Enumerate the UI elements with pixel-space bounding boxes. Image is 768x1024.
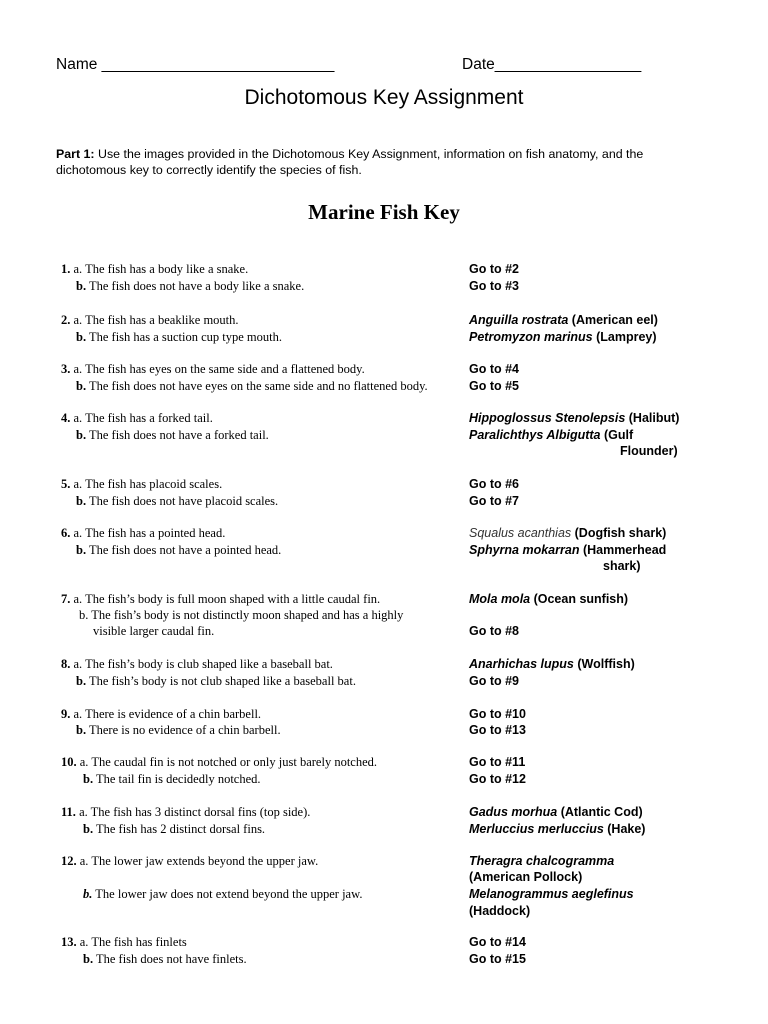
- answer-a: [469, 805, 643, 819]
- option-a-text: There is evidence of a chin barbell.: [85, 707, 262, 721]
- species-name: Hippoglossus Stenolepsis: [469, 411, 626, 425]
- key-question-5: 5. a. The fish has placoid scales. b. The fish does not have placoid scales. Go to #6 Go to #7: [61, 477, 520, 508]
- answer-a: Go to #2: [469, 262, 520, 276]
- header: [56, 56, 716, 80]
- answer-b: Go to #15: [469, 952, 526, 966]
- species-name: Mola mola: [469, 592, 531, 606]
- key-question-12: 12. a. The lower jaw extends beyond the upper jaw. b. The lower jaw does not extend beyond the upper jaw. Theragra chalcogramma (American Pollock) Melanogrammus aeglefinus (Haddock): [61, 854, 634, 918]
- common-name: (Gulf: [600, 428, 634, 442]
- answer-b: Go to #13: [469, 723, 526, 737]
- question-number: 3.: [61, 362, 71, 376]
- option-a-text: The fish’s body is full moon shaped with a little caudal fin.: [85, 592, 381, 606]
- answer-b: [469, 330, 657, 344]
- option-a-text: The caudal fin is not notched or only just barely notched.: [91, 755, 378, 769]
- option-b-text-continued: visible larger caudal fin.: [93, 624, 215, 638]
- option-a-text: The fish has a beaklike mouth.: [85, 313, 239, 327]
- option-a-text: The fish has finlets: [91, 935, 187, 949]
- option-a-text: The fish has 3 distinct dorsal fins (top side).: [90, 805, 311, 819]
- question-number: 13.: [61, 935, 77, 949]
- option-a-text: The fish has eyes on the same side and a flattened body.: [85, 362, 365, 376]
- common-name: (Wolffish): [573, 657, 635, 671]
- common-name: (Hake): [603, 822, 646, 836]
- key-question-4: 4. a. The fish has a forked tail. b. The fish does not have a forked tail. Hippoglossus Stenolepsis (Halibut) Paralichthys Albigutta (Gulf Flounder): [61, 411, 680, 458]
- option-b-text: The fish does not have finlets.: [95, 952, 247, 966]
- option-b-text: The fish has a suction cup type mouth.: [88, 330, 283, 344]
- option-b-text: The fish’s body is not club shaped like a baseball bat.: [88, 674, 356, 688]
- key-question-3: 3. a. The fish has eyes on the same side and a flattened body. b. The fish does not have eyes on the same side and no flattened body. Go to #4 Go to #5: [61, 362, 520, 393]
- question-number: 5.: [61, 477, 71, 491]
- key-question-9: 9. a. There is evidence of a chin barbell. b. There is no evidence of a chin barbell. Go to #10 Go to #13: [61, 707, 526, 737]
- option-b-text: The fish’s body is not distinctly moon shaped and has a highly: [91, 608, 404, 622]
- answer-b: [469, 428, 633, 442]
- answer-b: Go to #5: [469, 379, 520, 393]
- answer-a: Go to #11: [469, 755, 526, 769]
- option-b-text: The tail fin is decidedly notched.: [95, 772, 261, 786]
- key-question-6: 6. a. The fish has a pointed head. b. The fish does not have a pointed head. Squalus acanthias (Dogfish shark) Sphyrna mokarran (Hammerhead shark): [61, 526, 667, 573]
- species-name: Squalus acanthias: [469, 526, 572, 540]
- option-b-text: The fish does not have placoid scales.: [88, 494, 279, 508]
- common-name: (American eel): [568, 313, 658, 327]
- answer-b-common: (Haddock): [469, 904, 531, 918]
- question-number: 8.: [61, 657, 71, 671]
- key-question-2: 2. a. The fish has a beaklike mouth. b. The fish has a suction cup type mouth. Anguilla rostrata (American eel) Petromyzon marinus (Lamprey): [61, 313, 658, 344]
- option-b-text: The fish has 2 distinct dorsal fins.: [95, 822, 266, 836]
- species-name: Anarhichas lupus: [469, 657, 574, 671]
- question-number: 12.: [61, 854, 77, 868]
- name-field-label: Name ___________________________: [56, 56, 335, 73]
- answer-a: Go to #14: [469, 935, 526, 949]
- species-name: Anguilla rostrata: [469, 313, 569, 327]
- option-a-text: The lower jaw extends beyond the upper jaw.: [91, 854, 319, 868]
- option-b-text: There is no evidence of a chin barbell.: [88, 723, 281, 737]
- key-question-1: 1. a. The fish has a body like a snake. b. The fish does not have a body like a snake. Go to #2 Go to #3: [61, 262, 520, 293]
- question-number: 7.: [61, 592, 71, 606]
- part1-text: Use the images provided in the Dichotomous Key Assignment, information on fish anatomy, and the dichotomous key to correctly identify the species of fish.: [56, 147, 644, 177]
- key-question-13: 13. a. The fish has finlets b. The fish does not have finlets. Go to #14 Go to #15: [61, 935, 526, 966]
- answer-b: Go to #7: [469, 494, 520, 508]
- key-question-8: 8. a. The fish’s body is club shaped like a baseball bat. b. The fish’s body is not club shaped like a baseball bat. Anarhichas lupus (Wolffish) Go to #9: [61, 657, 635, 688]
- answer-a: Go to #10: [469, 707, 526, 721]
- species-name: Paralichthys Albigutta: [469, 428, 601, 442]
- key-question-7: 7. a. The fish’s body is full moon shaped with a little caudal fin. b. The fish’s body is not distinctly moon shaped and has a highly visible larger caudal fin. Mola mola (Ocean sunfish) Go to #8: [61, 592, 629, 638]
- species-name: Gadus morhua: [469, 805, 558, 819]
- key-question-11: 11. a. The fish has 3 distinct dorsal fins (top side). b. The fish has 2 distinct dorsal fins. Gadus morhua (Atlantic Cod) Merluccius merluccius (Hake): [61, 805, 646, 836]
- answer-b-species: Melanogrammus aeglefinus: [469, 887, 634, 901]
- species-name: Sphyrna mokarran: [469, 543, 580, 557]
- option-a-text: The fish has a forked tail.: [85, 411, 213, 425]
- option-b-text: The fish does not have a body like a snake.: [88, 279, 305, 293]
- option-a-text: The fish has a pointed head.: [85, 526, 226, 540]
- answer-b: Go to #3: [469, 279, 520, 293]
- option-b-text: The fish does not have a pointed head.: [88, 543, 282, 557]
- answer-a-common: (American Pollock): [469, 870, 583, 884]
- answer-a: Go to #4: [469, 362, 520, 376]
- common-name: (Dogfish shark): [571, 526, 667, 540]
- common-name: (Hammerhead: [579, 543, 667, 557]
- answer-a: [469, 592, 628, 606]
- question-number: 4.: [61, 411, 71, 425]
- answer-b: [469, 822, 645, 836]
- answer-b: [469, 543, 666, 557]
- option-b-text: The fish does not have a forked tail.: [88, 428, 269, 442]
- answer-b: Go to #9: [469, 674, 520, 688]
- part1-instructions: [56, 146, 696, 178]
- page-title: Dichotomous Key Assignment: [244, 86, 524, 109]
- answer-a: [469, 657, 635, 671]
- answer-a-species: Theragra chalcogramma: [469, 854, 615, 868]
- species-name: Merluccius merluccius: [469, 822, 604, 836]
- option-a-text: The fish has placoid scales.: [85, 477, 223, 491]
- common-name: (Atlantic Cod): [557, 805, 643, 819]
- question-number: 6.: [61, 526, 71, 540]
- answer-a: Go to #6: [469, 477, 520, 491]
- common-name: (Ocean sunfish): [530, 592, 629, 606]
- key-title: Marine Fish Key: [308, 200, 460, 224]
- answer-a: [469, 313, 658, 327]
- answer-a: [469, 411, 679, 425]
- common-name-continued: shark): [603, 559, 641, 573]
- option-a-text: The fish has a body like a snake.: [85, 262, 249, 276]
- question-number: 10.: [61, 755, 77, 769]
- question-number: 9.: [61, 707, 71, 721]
- option-b-text: The fish does not have eyes on the same side and no flattened body.: [88, 379, 428, 393]
- answer-a: [469, 526, 666, 540]
- option-a-text: The fish’s body is club shaped like a baseball bat.: [85, 657, 333, 671]
- question-number: 2.: [61, 313, 71, 327]
- date-field-label: Date_________________: [462, 56, 642, 73]
- question-number: 1.: [61, 262, 71, 276]
- common-name: (Halibut): [625, 411, 680, 425]
- species-name: Petromyzon marinus: [469, 330, 593, 344]
- answer-b: Go to #12: [469, 772, 526, 786]
- part1-label: Part 1:: [56, 147, 95, 161]
- answer-b: Go to #8: [469, 624, 520, 638]
- common-name-continued: Flounder): [620, 444, 678, 458]
- question-number: 11.: [61, 805, 76, 819]
- key-question-10: 10. a. The caudal fin is not notched or only just barely notched. b. The tail fin is decidedly notched. Go to #11 Go to #12: [61, 755, 526, 786]
- common-name: (Lamprey): [592, 330, 657, 344]
- option-b-text: The lower jaw does not extend beyond the upper jaw.: [95, 887, 363, 901]
